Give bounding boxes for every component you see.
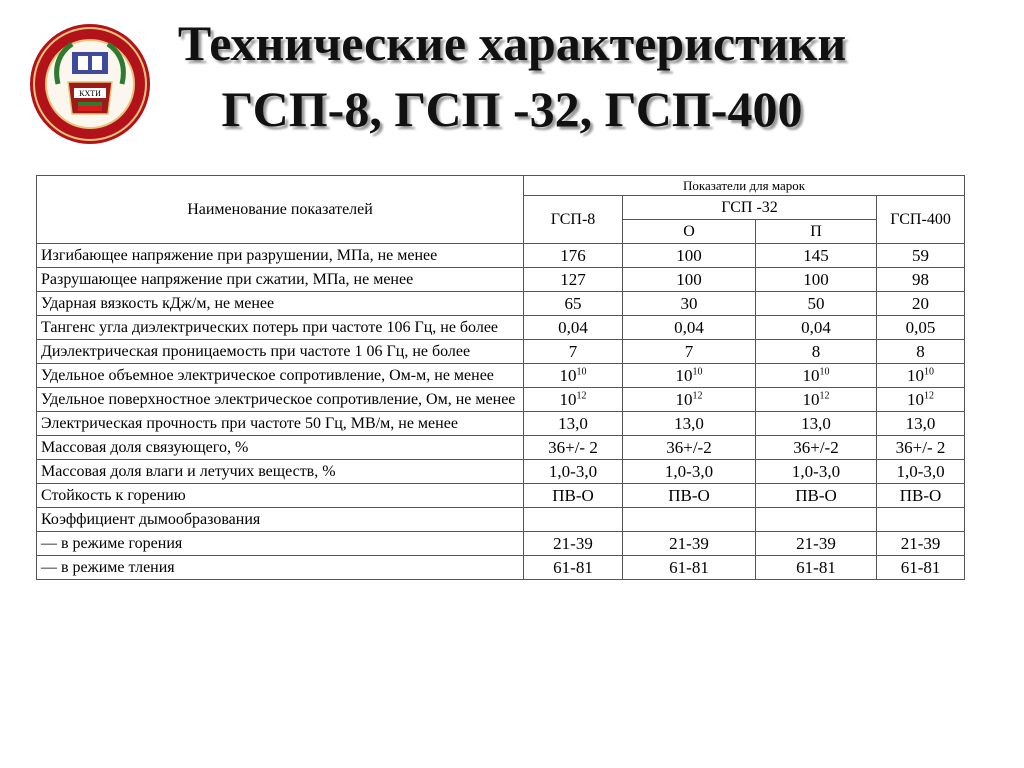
row-value: 59 — [877, 244, 965, 268]
table-row — [37, 388, 965, 412]
header-gsp32: ГСП -32 — [623, 196, 877, 220]
row-value: 20 — [877, 292, 965, 316]
row-value: 50 — [756, 292, 877, 316]
table-row — [37, 316, 965, 340]
table-row — [37, 268, 965, 292]
row-value: 145 — [756, 244, 877, 268]
row-value: 8 — [877, 340, 965, 364]
row-value: ПВ-О — [524, 484, 623, 508]
row-value — [877, 388, 965, 412]
row-value: 1,0-3,0 — [623, 460, 756, 484]
row-value: 13,0 — [623, 412, 756, 436]
specs-table-body — [37, 176, 965, 580]
row-value — [524, 388, 623, 412]
row-value — [877, 364, 965, 388]
row-value: 61-81 — [623, 556, 756, 580]
row-label: Коэффициент дымообразования — [37, 508, 524, 532]
row-label: Массовая доля влаги и летучих веществ, % — [37, 460, 524, 484]
title-line-1: Технические характеристики — [177, 15, 847, 71]
row-value: 0,04 — [756, 316, 877, 340]
value-exponent: 10 — [692, 366, 703, 378]
table-row — [37, 460, 965, 484]
row-value: 36+/- 2 — [524, 436, 623, 460]
row-value: 100 — [756, 268, 877, 292]
table-row — [37, 244, 965, 268]
row-label: Изгибающее напряжение при разрушении, МПа, не менее — [37, 244, 524, 268]
row-value: 100 — [623, 268, 756, 292]
row-value — [623, 508, 756, 532]
row-value: 1,0-3,0 — [524, 460, 623, 484]
row-value: 21-39 — [877, 532, 965, 556]
value-exponent: 12 — [576, 390, 587, 402]
value-exponent: 12 — [819, 390, 830, 402]
table-row — [37, 556, 965, 580]
row-value: 21-39 — [623, 532, 756, 556]
row-label: Удельное объемное электрическое сопротивление, Ом-м, не менее — [37, 364, 524, 388]
row-label: Разрушающее напряжение при сжатии, МПа, не менее — [37, 268, 524, 292]
row-value: 30 — [623, 292, 756, 316]
row-value — [524, 508, 623, 532]
title-line-2: ГСП-8, ГСП -32, ГСП-400 — [221, 81, 803, 137]
row-value: 21-39 — [524, 532, 623, 556]
row-value: 0,04 — [524, 316, 623, 340]
row-value: 0,04 — [623, 316, 756, 340]
row-value — [623, 364, 756, 388]
row-label: Удельное поверхностное электрическое сопротивление, Ом, не менее — [37, 388, 524, 412]
value-base: 10 — [907, 390, 925, 409]
header-gsp32-p: П — [756, 220, 877, 244]
row-value: 100 — [623, 244, 756, 268]
row-label: — в режиме горения — [37, 532, 524, 556]
value-base: 10 — [675, 366, 693, 385]
row-value — [877, 508, 965, 532]
row-value — [756, 388, 877, 412]
table-row — [37, 364, 965, 388]
row-value: ПВ-О — [756, 484, 877, 508]
header-name-column: Наименование показателей — [37, 176, 524, 244]
value-exponent: 10 — [924, 366, 935, 378]
row-value: 1,0-3,0 — [756, 460, 877, 484]
table-row — [37, 340, 965, 364]
table-row — [37, 532, 965, 556]
row-value: 176 — [524, 244, 623, 268]
row-label: Диэлектрическая проницаемость при частоте 1 06 Гц, не более — [37, 340, 524, 364]
row-label: Ударная вязкость кДж/м, не менее — [37, 292, 524, 316]
slide-title — [40, 10, 984, 142]
row-label: Электрическая прочность при частоте 50 Гц, МВ/м, не менее — [37, 412, 524, 436]
row-value: 36+/-2 — [756, 436, 877, 460]
row-value — [756, 364, 877, 388]
row-value — [524, 364, 623, 388]
value-base: 10 — [675, 390, 693, 409]
table-row — [37, 508, 965, 532]
row-label: Стойкость к горению — [37, 484, 524, 508]
value-exponent: 12 — [692, 390, 703, 402]
value-base: 10 — [559, 366, 577, 385]
row-label: Тангенс угла диэлектрических потерь при частоте 106 Гц, не более — [37, 316, 524, 340]
value-exponent: 10 — [819, 366, 830, 378]
row-value — [756, 508, 877, 532]
row-value: 0,05 — [877, 316, 965, 340]
header-gsp400: ГСП-400 — [877, 196, 965, 244]
row-value: 7 — [524, 340, 623, 364]
row-value: 36+/-2 — [623, 436, 756, 460]
row-value: 36+/- 2 — [877, 436, 965, 460]
value-exponent: 12 — [924, 390, 935, 402]
table-row — [37, 412, 965, 436]
value-base: 10 — [907, 366, 925, 385]
specs-table — [36, 175, 965, 580]
table-row — [37, 292, 965, 316]
row-value: 13,0 — [524, 412, 623, 436]
header-gsp8: ГСП-8 — [524, 196, 623, 244]
value-exponent: 10 — [576, 366, 587, 378]
value-base: 10 — [802, 390, 820, 409]
row-value: 21-39 — [756, 532, 877, 556]
value-base: 10 — [802, 366, 820, 385]
value-base: 10 — [559, 390, 577, 409]
header-gsp32-o: О — [623, 220, 756, 244]
row-value: 1,0-3,0 — [877, 460, 965, 484]
row-value: 65 — [524, 292, 623, 316]
row-value — [623, 388, 756, 412]
row-value: 13,0 — [756, 412, 877, 436]
row-value: 98 — [877, 268, 965, 292]
row-value: 7 — [623, 340, 756, 364]
row-value: 127 — [524, 268, 623, 292]
row-value: 61-81 — [756, 556, 877, 580]
row-value: 13,0 — [877, 412, 965, 436]
table-row — [37, 484, 965, 508]
row-value: 61-81 — [877, 556, 965, 580]
table-row — [37, 436, 965, 460]
row-value: ПВ-О — [623, 484, 756, 508]
row-value: 61-81 — [524, 556, 623, 580]
row-value: 8 — [756, 340, 877, 364]
seal-label: КХТИ — [79, 89, 101, 98]
header-row-1 — [37, 176, 965, 196]
row-value: ПВ-О — [877, 484, 965, 508]
row-label: — в режиме тления — [37, 556, 524, 580]
header-group: Показатели для марок — [524, 176, 965, 196]
row-label: Массовая доля связующего, % — [37, 436, 524, 460]
